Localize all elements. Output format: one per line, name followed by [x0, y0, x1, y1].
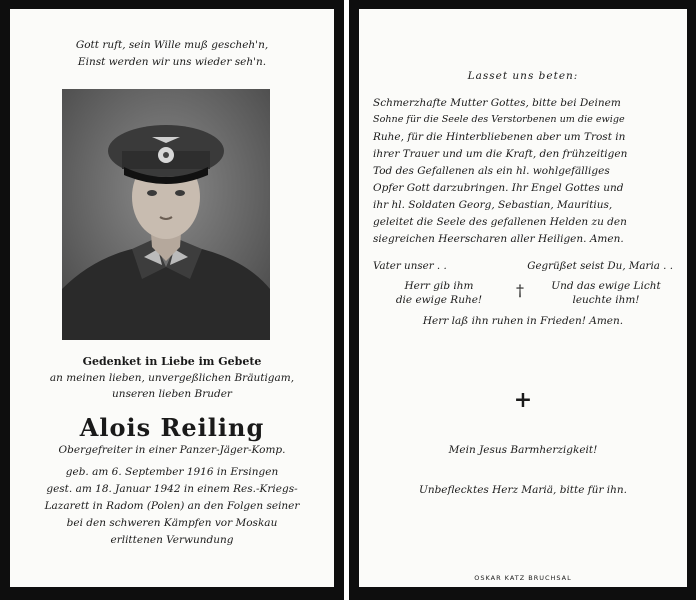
short-prayers-row: [373, 259, 673, 273]
remember-heading: Gedenket in Liebe im Gebete: [82, 355, 262, 368]
right-card-panel: [359, 9, 687, 587]
detail-line-5: erlittenen Verwundung: [110, 534, 234, 546]
prayer-line-2: Sohne für die Seele des Verstorbenen um die ewige: [373, 114, 625, 125]
relation-line-2: unseren lieben Bruder: [112, 388, 232, 400]
detail-line-4: bei den schweren Kämpfen vor Moskau: [66, 517, 278, 529]
deceased-name: Alois Reiling: [79, 413, 265, 442]
printer-imprint: OSKAR KATZ BRUCHSAL: [474, 574, 572, 582]
prayer-line-8: geleitet die Seele des gefallenen Helden zu den: [373, 216, 627, 228]
rank-line: Obergefreiter in einer Panzer-Jäger-Komp.: [58, 444, 286, 456]
motto-line-1: Gott ruft, sein Wille muß gescheh'n,: [75, 39, 269, 51]
detail-line-1: geb. am 6. September 1916 in Ersingen: [65, 466, 279, 478]
immaculate-heart-line: Unbeflecktes Herz Mariä, bitte für ihn.: [418, 484, 628, 496]
prayer-line-9: siegreichen Heerscharen aller Heiligen. Amen.: [373, 233, 624, 245]
prayer-line-1: Schmerzhafte Mutter Gottes, bitte bei Deinem: [373, 97, 621, 109]
relation-line-1: an meinen lieben, unvergeßlichen Bräutigam,: [49, 372, 295, 384]
left-card: [0, 0, 344, 600]
prayer-line-7: ihr hl. Soldaten Georg, Sebastian, Mauritius,: [373, 199, 613, 211]
lord-give-line-2: die ewige Ruhe!: [395, 294, 483, 306]
cross-icon: +: [513, 387, 533, 413]
right-card: [349, 0, 696, 600]
rest-in-peace-line: Herr laß ihn ruhen in Frieden! Amen.: [422, 315, 624, 327]
detail-line-3: Lazarett in Radom (Polen) an den Folgen seiner: [44, 500, 300, 512]
left-card-panel: [10, 9, 334, 587]
soldier-portrait-image: [62, 89, 270, 340]
small-cross-icon: †: [516, 281, 524, 300]
eternal-light-line-2: leuchte ihm!: [572, 294, 640, 306]
prayer-line-5: Tod des Gefallenen als ein hl. wohlgefälliges: [373, 165, 610, 177]
prayer-line-6: Opfer Gott darzubringen. Ihr Engel Gottes und: [373, 182, 624, 194]
lord-give-line-1: Herr gib ihm: [404, 280, 474, 292]
detail-line-2: gest. am 18. Januar 1942 in einem Res.-Kriegs-: [46, 483, 298, 495]
portrait-photo: [62, 89, 270, 340]
motto-line-2: Einst werden wir uns wieder seh'n.: [77, 56, 267, 68]
prayer-line-4: ihrer Trauer und um die Kraft, den frühzeitigen: [373, 148, 628, 160]
prayer-line-3: Ruhe, für die Hinterbliebenen aber um Trost in: [373, 131, 626, 143]
hail-mary-text: Gegrüßet seist Du, Maria . .: [527, 260, 673, 272]
jesus-line: Mein Jesus Barmherzigkeit!: [448, 444, 598, 456]
prayer-heading: Lasset uns beten:: [467, 70, 579, 82]
our-father-text: Vater unser . .: [373, 260, 447, 272]
eternal-light-line-1: Und das ewige Licht: [551, 280, 661, 292]
